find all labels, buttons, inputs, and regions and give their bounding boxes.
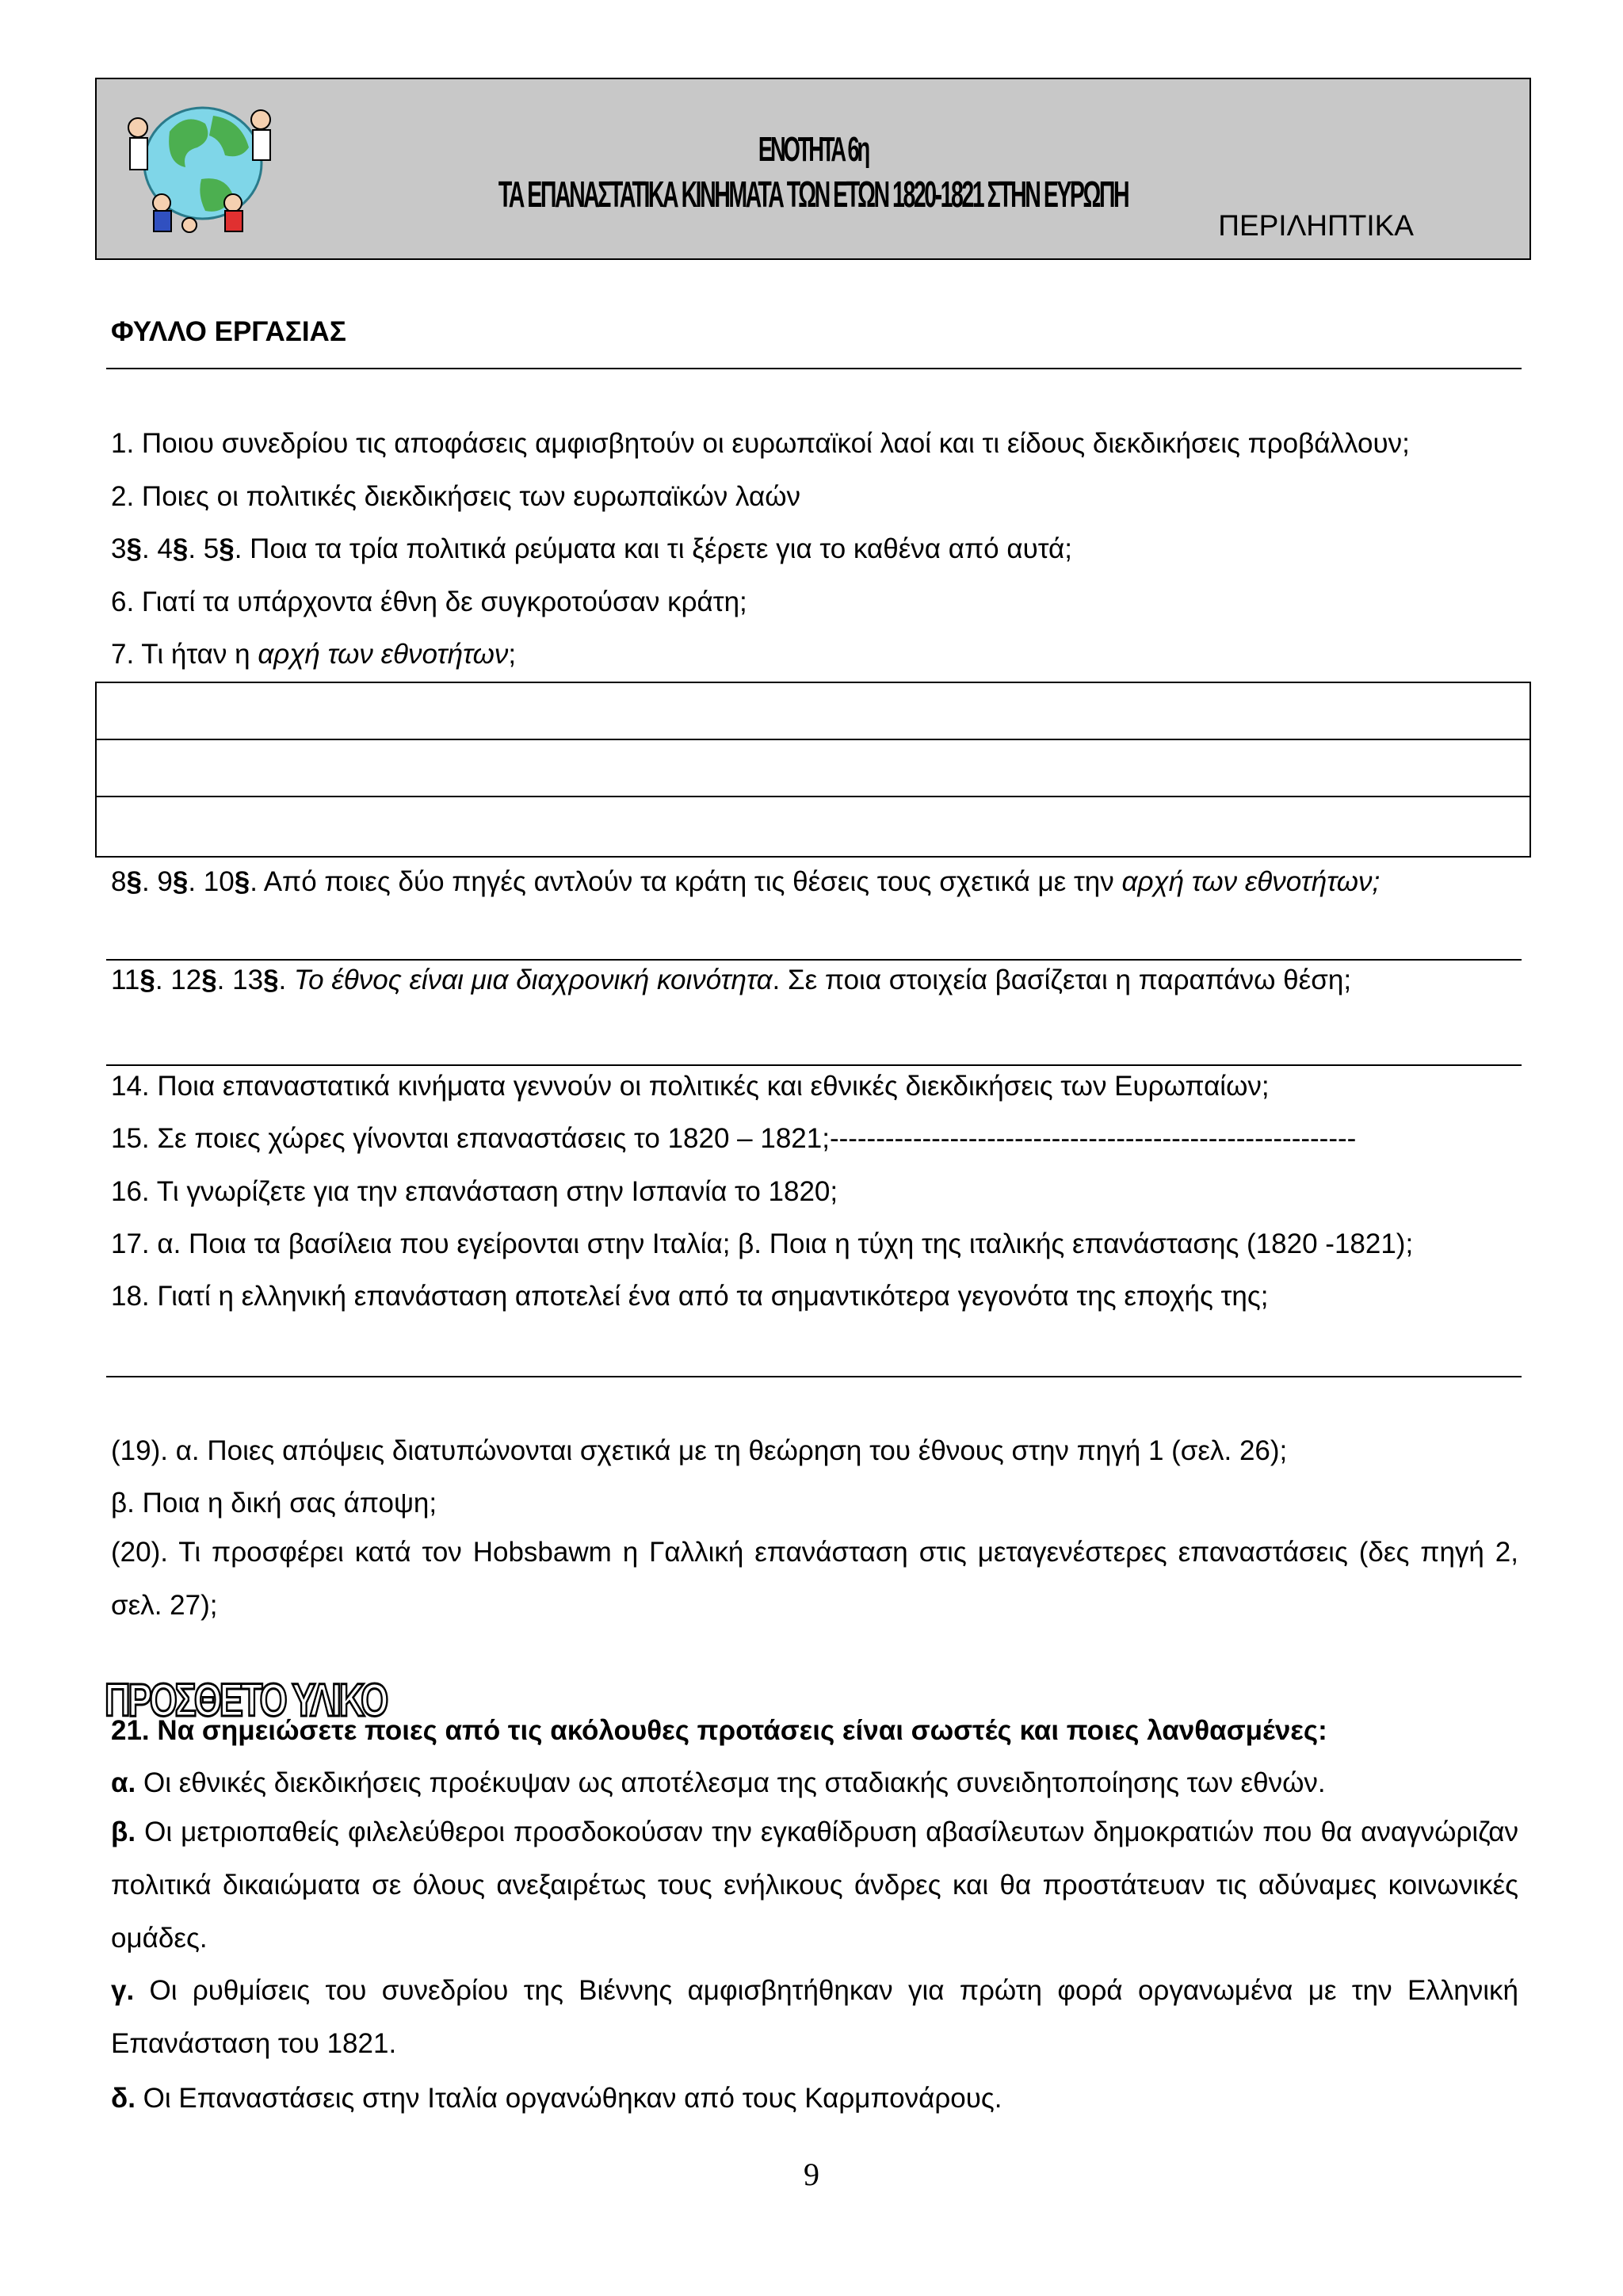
statement-label: γ. [111,1975,135,2006]
question-19b: β. Ποια η δική σας άποψη; [111,1488,437,1519]
statement-d [111,2082,1002,2115]
question-20: (20). Τι προσφέρει κατά τον Hobsbawm η Γαλλική επανάσταση στις μεταγενέστερες επαναστάσεις (δες πηγή 2, σελ. 27); [111,1537,1518,1621]
statement-a [111,1767,1326,1800]
extra-material-title: ΠΡΟΣΘΕΤΟ ΥΛΙΚΟ [105,1675,387,1726]
answer-row[interactable] [97,683,1529,740]
question-text: . Σε ποια στοιχεία βασίζεται η παραπάνω θέση; [772,965,1352,995]
statement-c [111,1964,1518,2070]
section-sign: § [172,533,189,564]
question-number: . 5 [188,533,220,564]
question-1: 1. Ποιου συνεδρίου τις αποφάσεις αμφισβητούν οι ευρωπαϊκοί λαοί και τι είδους διεκδικήσεις προβάλλουν; [111,428,1410,459]
page-number: 9 [804,2157,819,2192]
question-11-13 [111,964,1351,997]
question-19a: (19). α. Ποιες απόψεις διατυπώνονται σχετικά με τη θεώρηση του έθνους στην πηγή 1 (σελ. 26); [111,1435,1288,1466]
globe-children-icon [114,84,287,233]
section-sign: § [234,866,250,897]
question-6: 6. Γιατί τα υπάρχοντα έθνη δε συγκροτούσαν κράτη; [111,586,747,617]
section-sign: § [219,533,235,564]
header-box [95,78,1531,260]
question-18: 18. Γιατί η ελληνική επανάσταση αποτελεί ένα από τα σημαντικότερα γεγονότα της εποχής της; [111,1281,1269,1312]
question-text: . Ποια τα τρία πολιτικά ρεύματα και τι ξέρετε για το καθένα από αυτά; [234,533,1072,564]
question-number: 3 [111,533,127,564]
question-text: 7. Τι ήταν η [111,639,258,670]
question-text: . [278,965,294,995]
section-sign: § [126,533,142,564]
answer-line [106,1376,1522,1377]
statement-label: β. [111,1817,136,1847]
question-number: . 9 [141,866,173,897]
statement-text: Οι εθνικές διεκδικήσεις προέκυψαν ως αποτέλεσμα της σταδιακής συνειδητοποίησης των εθνών. [136,1767,1326,1798]
question-term: αρχή των εθνοτήτων [258,639,509,670]
question-term: αρχή των εθνοτήτων; [1121,866,1381,897]
answer-line [106,1064,1522,1066]
statement-text: Οι Επαναστάσεις στην Ιταλία οργανώθηκαν από τους Καρμπονάρους. [135,2083,1002,2114]
question-number: . 4 [141,533,173,564]
question-2: 2. Ποιες οι πολιτικές διεκδικήσεις των ευρωπαϊκών λαών [111,481,801,512]
worksheet-title: ΦΥΛΛΟ ΕΡΓΑΣΙΑΣ [111,316,346,347]
section-sign: § [126,866,142,897]
unit-number: ΕΝΟΤΗΤΑ 6η [758,130,869,169]
statement-label: δ. [111,2083,136,2114]
question-quote: Το έθνος είναι μια διαχρονική κοινότητα [293,965,773,995]
question-number: 8 [111,866,127,897]
question-8-10 [111,865,1380,899]
section-sign: § [201,965,217,995]
question-text: . Από ποιες δύο πηγές αντλούν τα κράτη τις θέσεις τους σχετικά με την [250,866,1122,897]
question-number: . 12 [155,965,202,995]
summary-tag: ΠΕΡΙΛΗΠΤΙΚΑ [1218,209,1414,242]
question-17: 17. α. Ποια τα βασίλεια που εγείρονται στην Ιταλία; β. Ποια η τύχη της ιταλικής επανάστασης (1820 -1821); [111,1228,1414,1259]
section-sign: § [263,965,279,995]
question-number: . 10 [188,866,235,897]
statement-text: Οι ρυθμίσεις του συνεδρίου της Βιέννης αμφισβητήθηκαν για πρώτη φορά οργανωμένα με την Ελληνική Επανάσταση του 1821. [111,1975,1518,2059]
statement-label: α. [111,1767,136,1798]
unit-title: ΤΑ ΕΠΑΝΑΣΤΑΤΙΚΑ ΚΙΝΗΜΑΤΑ ΤΩΝ ΕΤΩΝ 1820-1821 ΣΤΗΝ ΕΥΡΩΠΗ [498,174,1128,215]
section-sign: § [172,866,189,897]
question-3-5 [111,533,1072,566]
statement-b [111,1805,1518,1965]
answer-line [106,959,1522,961]
answer-row[interactable] [97,797,1529,854]
question-14: 14. Ποια επαναστατικά κινήματα γεννούν οι πολιτικές και εθνικές διεκδικήσεις των Ευρωπαίων; [111,1071,1270,1102]
question-text: ; [508,639,517,670]
question-16: 16. Τι γνωρίζετε για την επανάσταση στην Ισπανία το 1820; [111,1176,838,1207]
question-15: 15. Σε ποιες χώρες γίνονται επαναστάσεις το 1820 – 1821;--------------------------------------------------------- [111,1123,1357,1154]
question-21-title: 21. Να σημειώσετε ποιες από τις ακόλουθες προτάσεις είναι σωστές και ποιες λανθασμένες: [111,1715,1327,1746]
question-number: 11 [111,965,140,995]
question-number: . 13 [216,965,264,995]
section-sign: § [139,965,155,995]
answer-table [95,682,1531,858]
question-7 [111,638,516,671]
answer-row[interactable] [97,740,1529,797]
statement-text: Οι μετριοπαθείς φιλελεύθεροι προσδοκούσαν την εγκαθίδρυση αβασίλευτων δημοκρατιών που θα αναγνώριζαν πολιτικά δικαιώματα σε όλους ανεξαιρέτως τους ενήλικους άνδρες και θα προστάτευαν τις αδύναμες κοινωνικές ομάδες. [111,1817,1518,1954]
divider-line [106,368,1522,369]
